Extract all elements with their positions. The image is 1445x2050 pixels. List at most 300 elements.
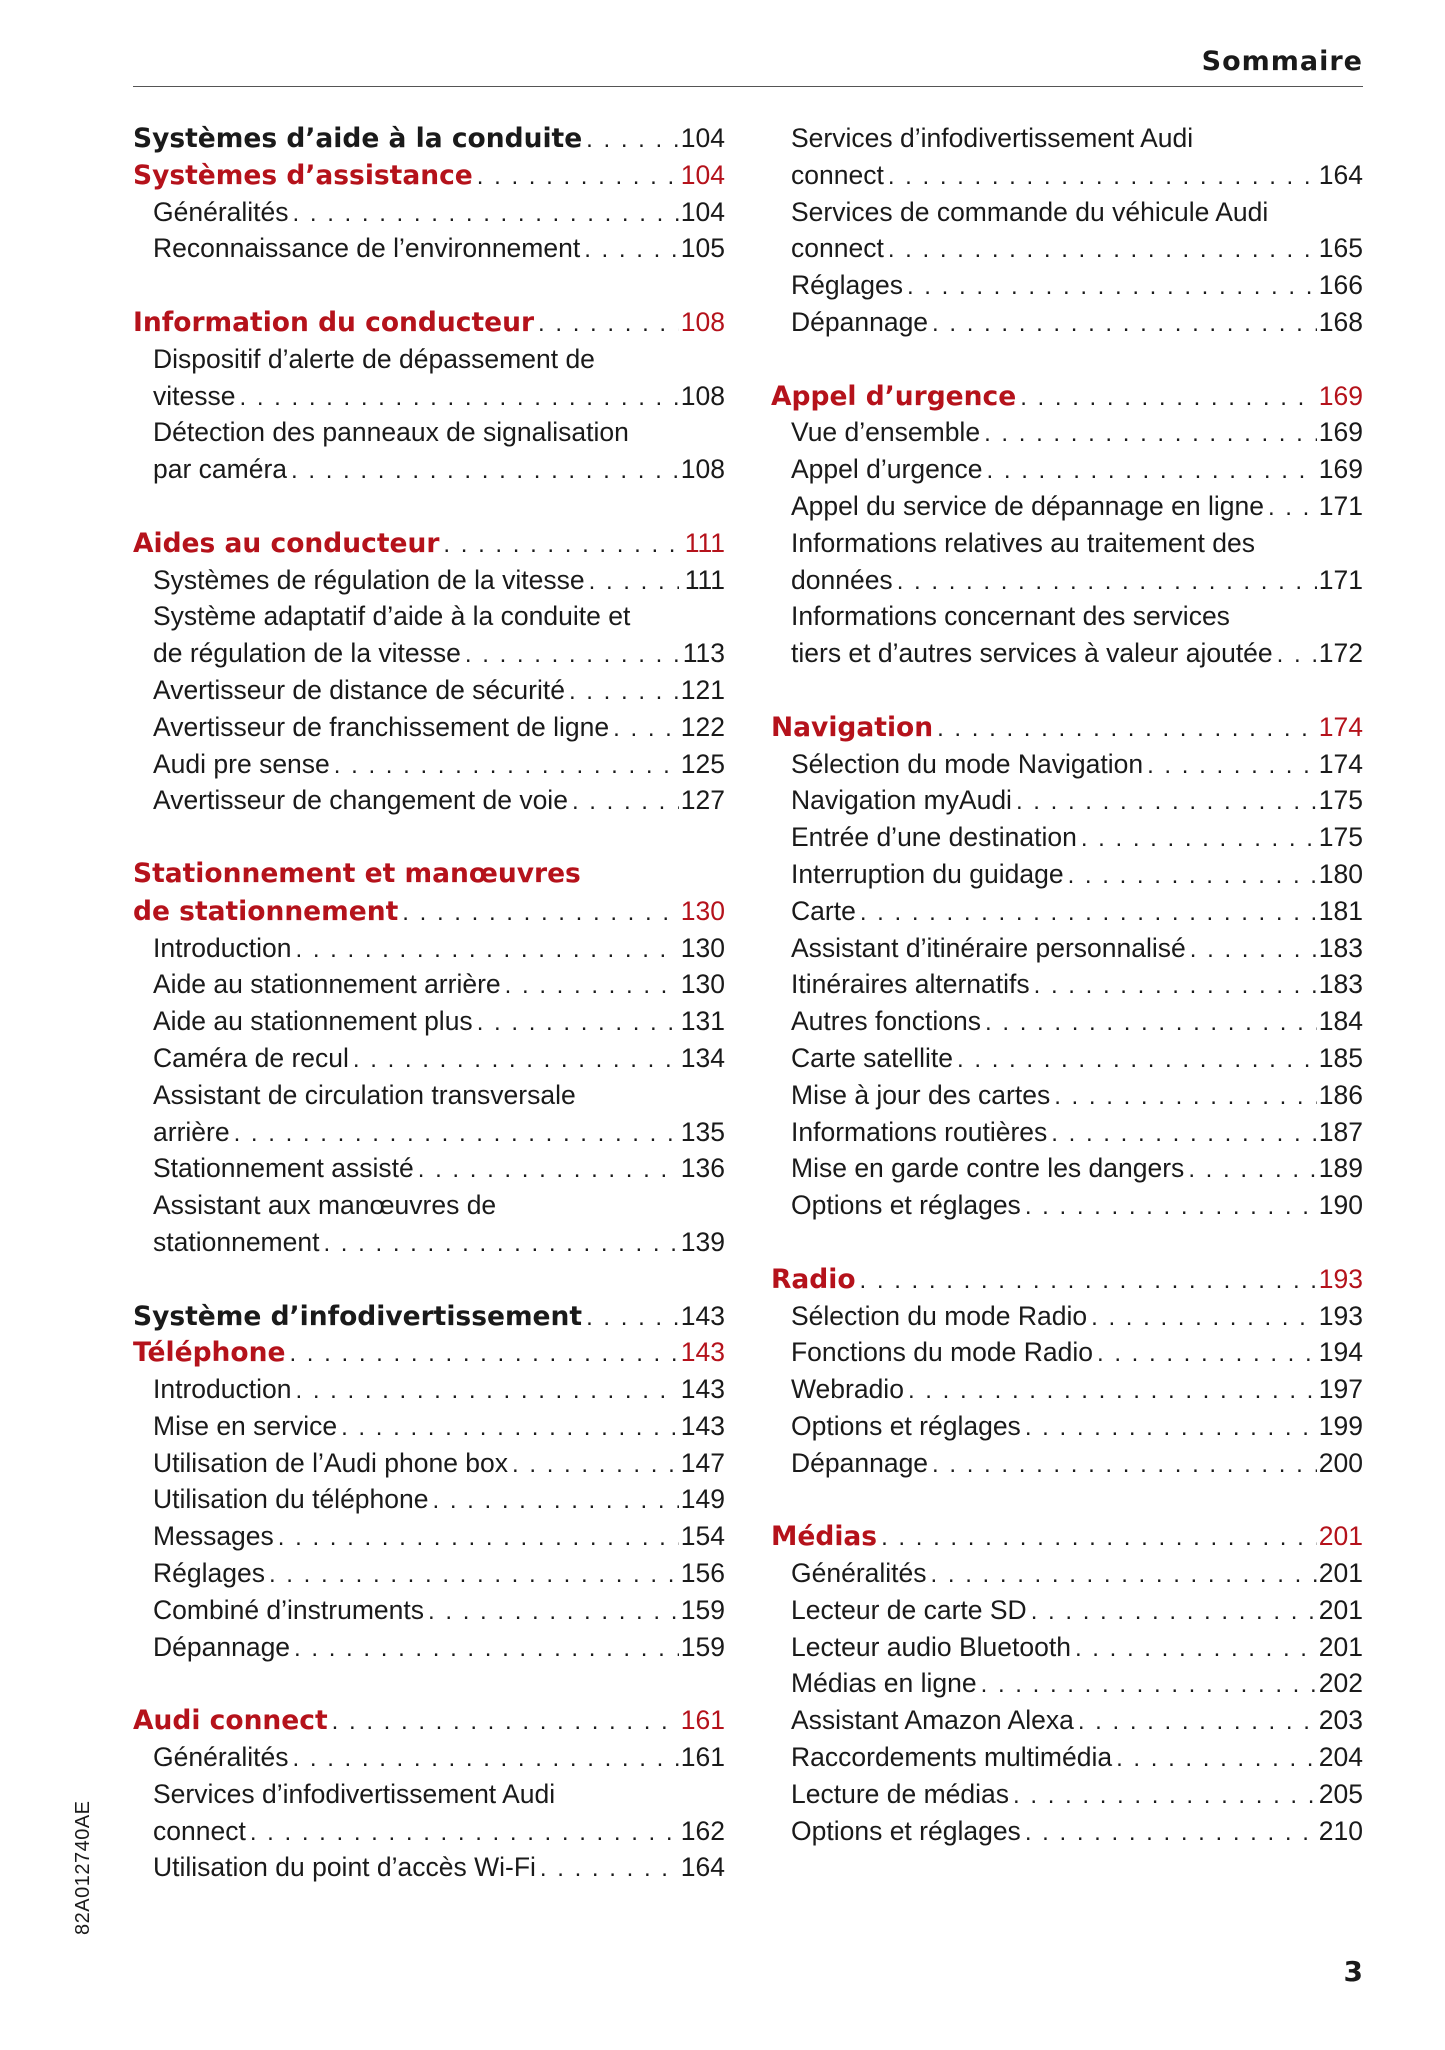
toc-entry[interactable] — [133, 782, 725, 819]
dot-leader — [265, 1557, 679, 1592]
toc-title: Systèmes d’assistance — [133, 159, 473, 191]
toc-page-number: 210 — [1318, 1815, 1363, 1846]
toc-entry[interactable] — [133, 1445, 725, 1482]
toc-page-number: 200 — [1318, 1447, 1363, 1478]
toc-entry[interactable] — [771, 1040, 1363, 1077]
dot-leader — [893, 564, 1317, 599]
toc-title: connect — [153, 1815, 246, 1846]
toc-entry[interactable] — [133, 1003, 725, 1040]
toc-section-heading[interactable] — [771, 1261, 1363, 1298]
toc-entry[interactable] — [133, 746, 725, 783]
toc-page-number: 143 — [680, 1410, 725, 1441]
toc-title: Avertisseur de changement de voie — [153, 785, 568, 816]
dot-leader — [501, 968, 679, 1003]
toc-entry[interactable] — [771, 598, 1363, 672]
toc-title: par caméra — [153, 454, 288, 485]
dot-leader — [1021, 1815, 1317, 1850]
toc-entry[interactable] — [771, 1298, 1363, 1335]
toc-page-number: 134 — [680, 1042, 725, 1073]
toc-page-number: 125 — [680, 748, 725, 779]
toc-entry[interactable] — [771, 1150, 1363, 1187]
dot-leader — [1143, 748, 1317, 783]
toc-title: Navigation — [771, 711, 934, 743]
toc-title: Avertisseur de distance de sécurité — [153, 674, 565, 705]
dot-leader — [953, 1042, 1317, 1077]
toc-entry[interactable] — [133, 1629, 725, 1666]
toc-entry[interactable] — [771, 1702, 1363, 1739]
toc-page-number: 174 — [1318, 748, 1363, 779]
toc-page-number: 113 — [682, 638, 725, 669]
toc-page-number: 169 — [1318, 417, 1363, 448]
toc-page-number: 130 — [680, 932, 725, 963]
dot-leader — [398, 895, 679, 930]
toc-entry[interactable] — [771, 414, 1363, 451]
toc-entry[interactable] — [771, 930, 1363, 967]
toc-title-line: Stationnement et manœuvres — [133, 857, 581, 889]
toc-entry[interactable] — [133, 1518, 725, 1555]
dot-leader — [1071, 1631, 1317, 1666]
dot-leader — [274, 1520, 679, 1555]
dot-leader — [565, 674, 679, 709]
toc-title: Audi connect — [133, 1705, 328, 1737]
toc-entry[interactable] — [771, 1665, 1363, 1702]
toc-title: Utilisation du point d’accès Wi-Fi — [153, 1852, 536, 1883]
dot-leader — [1087, 1300, 1317, 1335]
dot-leader — [508, 1447, 679, 1482]
toc-page-number: 172 — [1318, 638, 1363, 669]
toc-title: Aides au conducteur — [133, 527, 440, 559]
toc-section-heading[interactable] — [771, 378, 1363, 415]
toc-title: connect — [791, 233, 884, 264]
dot-leader — [290, 1631, 679, 1666]
toc-entry[interactable] — [771, 1114, 1363, 1151]
section-spacer — [771, 341, 1363, 378]
toc-section-heading[interactable] — [133, 157, 725, 194]
toc-entry[interactable] — [771, 120, 1363, 194]
toc-title: Lecteur de carte SD — [791, 1594, 1027, 1625]
toc-page-number: 104 — [680, 196, 725, 227]
toc-title: Système d’infodivertissement — [133, 1300, 583, 1332]
toc-title: Radio — [771, 1263, 856, 1295]
toc-title: Audi pre sense — [153, 748, 330, 779]
toc-page-number: 203 — [1318, 1705, 1363, 1736]
dot-leader — [1047, 1116, 1317, 1151]
toc-title: Options et réglages — [791, 1815, 1021, 1846]
dot-leader — [856, 1263, 1317, 1298]
toc-title: Sélection du mode Navigation — [791, 748, 1144, 779]
dot-leader — [1009, 1778, 1317, 1813]
dot-leader — [246, 1815, 679, 1850]
dot-leader — [980, 416, 1317, 451]
toc-entry[interactable] — [771, 893, 1363, 930]
toc-entry[interactable] — [771, 1592, 1363, 1629]
toc-section-heading[interactable] — [133, 856, 725, 930]
toc-section-heading[interactable] — [771, 709, 1363, 746]
toc-entry[interactable] — [133, 414, 725, 488]
toc-entry[interactable] — [133, 672, 725, 709]
dot-leader — [1021, 1410, 1317, 1445]
dot-leader — [568, 784, 679, 819]
toc-title: vitesse — [153, 380, 236, 411]
toc-entry[interactable] — [771, 1629, 1363, 1666]
toc-page-number: 164 — [1318, 159, 1363, 190]
dot-leader — [928, 306, 1317, 341]
toc-entry[interactable] — [771, 1003, 1363, 1040]
dot-leader — [328, 1704, 679, 1739]
toc-page-number: 130 — [680, 969, 725, 1000]
toc-section-heading[interactable] — [133, 525, 725, 562]
toc-entry[interactable] — [771, 856, 1363, 893]
dot-leader — [330, 748, 679, 783]
section-spacer — [771, 672, 1363, 709]
toc-title: Messages — [153, 1521, 274, 1552]
dot-leader — [349, 1042, 679, 1077]
section-spacer — [133, 1261, 725, 1298]
toc-page-number: 180 — [1318, 858, 1363, 889]
toc-entry[interactable] — [133, 1040, 725, 1077]
toc-title: Assistant Amazon Alexa — [791, 1705, 1074, 1736]
toc-title: Dépannage — [791, 306, 929, 337]
toc-page-number: 199 — [1318, 1410, 1363, 1441]
toc-entry[interactable] — [133, 230, 725, 267]
dot-leader — [289, 1741, 679, 1776]
toc-title: Aide au stationnement arrière — [153, 969, 501, 1000]
toc-section-heading[interactable] — [133, 1298, 725, 1335]
toc-entry[interactable] — [771, 819, 1363, 856]
toc-title: Dépannage — [791, 1447, 929, 1478]
toc-title-line: Informations relatives au traitement des — [791, 527, 1255, 558]
dot-leader — [582, 122, 679, 157]
toc-title: Mise en garde contre les dangers — [791, 1153, 1185, 1184]
document-code: 82A012740AE — [72, 1800, 94, 1935]
toc-entry[interactable] — [771, 1334, 1363, 1371]
toc-page-number: 104 — [680, 123, 725, 153]
toc-entry[interactable] — [133, 1371, 725, 1408]
toc-title: Interruption du guidage — [791, 858, 1064, 889]
toc-entry[interactable] — [133, 562, 725, 599]
toc-title: données — [791, 564, 893, 595]
toc-entry[interactable] — [133, 930, 725, 967]
toc-title: Téléphone — [133, 1337, 286, 1369]
toc-title: Dépannage — [153, 1631, 291, 1662]
toc-entry[interactable] — [771, 1408, 1363, 1445]
toc-page-number: 193 — [1318, 1263, 1363, 1294]
toc-title: Utilisation du téléphone — [153, 1484, 429, 1515]
toc-entry[interactable] — [771, 1077, 1363, 1114]
toc-title: Introduction — [153, 1374, 292, 1405]
toc-page-number: 201 — [1318, 1594, 1363, 1625]
toc-page-number: 165 — [1318, 233, 1363, 264]
toc-entry[interactable] — [771, 782, 1363, 819]
toc-page-number: 201 — [1318, 1631, 1363, 1662]
toc-page-number: 108 — [680, 306, 725, 337]
toc-title-line: Dispositif d’alerte de dépassement de — [153, 343, 595, 374]
toc-title: Appel d’urgence — [771, 380, 1017, 412]
dot-leader — [981, 1005, 1317, 1040]
toc-page-number: 190 — [1318, 1190, 1363, 1221]
toc-entry[interactable] — [771, 451, 1363, 488]
dot-leader — [983, 453, 1317, 488]
toc-title: Options et réglages — [791, 1190, 1021, 1221]
toc-section-heading[interactable] — [133, 304, 725, 341]
toc-page-number: 171 — [1318, 564, 1363, 595]
dot-leader — [1184, 1152, 1317, 1187]
toc-entry[interactable] — [771, 525, 1363, 599]
toc-page-number: 130 — [680, 895, 725, 926]
section-spacer — [133, 488, 725, 525]
toc-title: Mise en service — [153, 1410, 338, 1441]
toc-page-number: 143 — [680, 1337, 725, 1368]
toc-left-column — [133, 120, 725, 1886]
dot-leader — [580, 232, 679, 267]
toc-entry[interactable] — [771, 1445, 1363, 1482]
section-spacer — [133, 267, 725, 304]
toc-entry[interactable] — [133, 1481, 725, 1518]
page-header-title: Sommaire — [1201, 46, 1363, 77]
toc-page-number: 135 — [680, 1116, 725, 1147]
toc-entry[interactable] — [771, 966, 1363, 1003]
dot-leader — [933, 711, 1317, 746]
toc-page-number: 183 — [1318, 932, 1363, 963]
toc-title: Sélection du mode Radio — [791, 1300, 1088, 1331]
toc-title: stationnement — [153, 1226, 320, 1257]
toc-page-number: 139 — [680, 1226, 725, 1257]
toc-entry[interactable] — [771, 1555, 1363, 1592]
toc-title: Appel d’urgence — [791, 454, 983, 485]
toc-title: connect — [791, 159, 884, 190]
toc-entry[interactable] — [133, 1739, 725, 1776]
dot-leader — [928, 1447, 1317, 1482]
toc-entry[interactable] — [771, 194, 1363, 268]
toc-page-number: 159 — [680, 1594, 725, 1625]
toc-page-number: 136 — [680, 1153, 725, 1184]
toc-entry[interactable] — [771, 267, 1363, 304]
toc-title: Vue d’ensemble — [791, 417, 981, 448]
toc-title-line: Services d’infodivertissement Audi — [153, 1778, 556, 1809]
dot-leader — [291, 932, 679, 967]
toc-title: Médias — [771, 1521, 878, 1553]
dot-leader — [536, 1851, 679, 1886]
toc-title: Lecture de médias — [791, 1778, 1010, 1809]
toc-entry[interactable] — [133, 1555, 725, 1592]
toc-page-number: 127 — [680, 785, 725, 816]
toc-page-number: 162 — [680, 1815, 725, 1846]
toc-title: Réglages — [153, 1558, 265, 1589]
toc-entry[interactable] — [771, 1813, 1363, 1850]
dot-leader — [1021, 1189, 1317, 1224]
dot-leader — [1093, 1336, 1317, 1371]
toc-title: de stationnement — [133, 895, 399, 927]
toc-entry[interactable] — [771, 1371, 1363, 1408]
toc-entry[interactable] — [133, 1077, 725, 1151]
dot-leader — [424, 1594, 679, 1629]
dot-leader — [1077, 821, 1317, 856]
toc-entry[interactable] — [133, 1187, 725, 1261]
toc-title: Informations routières — [791, 1116, 1048, 1147]
dot-leader — [1030, 968, 1317, 1003]
dot-leader — [414, 1152, 679, 1187]
toc-page-number: 131 — [680, 1006, 725, 1037]
toc-title: Stationnement assisté — [153, 1153, 414, 1184]
toc-entry[interactable] — [771, 1187, 1363, 1224]
toc-entry[interactable] — [133, 966, 725, 1003]
dot-leader — [1273, 637, 1317, 672]
toc-page-number: 143 — [680, 1374, 725, 1405]
toc-entry[interactable] — [133, 1150, 725, 1187]
toc-section-heading[interactable] — [771, 1518, 1363, 1555]
toc-entry[interactable] — [133, 1592, 725, 1629]
toc-page-number: 204 — [1318, 1742, 1363, 1773]
toc-entry[interactable] — [133, 709, 725, 746]
toc-entry[interactable] — [771, 488, 1363, 525]
toc-page-number: 201 — [1318, 1521, 1363, 1552]
toc-title-line: Assistant aux manœuvres de — [153, 1190, 497, 1221]
toc-page-number: 105 — [680, 233, 725, 264]
dot-leader — [977, 1667, 1317, 1702]
toc-title: Avertisseur de franchissement de ligne — [153, 711, 610, 742]
toc-entry[interactable] — [771, 746, 1363, 783]
toc-page-number: 108 — [680, 380, 725, 411]
dot-leader — [1064, 858, 1317, 893]
toc-title-line: Services d’infodivertissement Audi — [791, 123, 1194, 153]
toc-page-number: 175 — [1318, 822, 1363, 853]
toc-page-number: 159 — [680, 1631, 725, 1662]
toc-title: Raccordements multimédia — [791, 1742, 1113, 1773]
toc-entry[interactable] — [771, 1739, 1363, 1776]
toc-page-number: 149 — [680, 1484, 725, 1515]
toc-entry[interactable] — [771, 1776, 1363, 1813]
toc-page-number: 202 — [1318, 1668, 1363, 1699]
section-spacer — [771, 1481, 1363, 1518]
toc-entry[interactable] — [133, 1776, 725, 1850]
toc-entry[interactable] — [133, 598, 725, 672]
toc-title: Aide au stationnement plus — [153, 1006, 473, 1037]
dot-leader — [877, 1520, 1317, 1555]
dot-leader — [1074, 1704, 1317, 1739]
toc-section-heading[interactable] — [133, 120, 725, 157]
toc-title: Autres fonctions — [791, 1006, 982, 1037]
dot-leader — [235, 380, 679, 415]
dot-leader — [287, 453, 679, 488]
toc-title: Systèmes de régulation de la vitesse — [153, 564, 585, 595]
section-spacer — [133, 819, 725, 856]
toc-title: Options et réglages — [791, 1410, 1021, 1441]
dot-leader — [473, 159, 679, 194]
toc-page-number: 201 — [1318, 1558, 1363, 1589]
toc-page-number: 121 — [680, 674, 725, 705]
dot-leader — [609, 711, 679, 746]
dot-leader — [1186, 932, 1317, 967]
toc-title: Assistant d’itinéraire personnalisé — [791, 932, 1186, 963]
dot-leader — [927, 1557, 1317, 1592]
toc-page-number: 189 — [1318, 1153, 1363, 1184]
toc-page-number: 111 — [684, 527, 725, 558]
toc-section-heading[interactable] — [133, 1702, 725, 1739]
toc-title: Médias en ligne — [791, 1668, 977, 1699]
toc-title-line: Informations concernant des services — [791, 601, 1230, 632]
toc-page-number: 205 — [1318, 1778, 1363, 1809]
toc-title: Navigation myAudi — [791, 785, 1012, 816]
dot-leader — [289, 196, 679, 231]
dot-leader — [291, 1373, 679, 1408]
toc-title: Carte satellite — [791, 1042, 954, 1073]
toc-page-number: 164 — [680, 1852, 725, 1883]
dot-leader — [582, 1300, 679, 1335]
toc-page-number: 187 — [1318, 1116, 1363, 1147]
toc-page-number: 161 — [680, 1705, 725, 1736]
dot-leader — [903, 269, 1317, 304]
toc-title: tiers et d’autres services à valeur ajoutée — [791, 638, 1273, 669]
dot-leader — [285, 1336, 679, 1371]
toc-title-line: Assistant de circulation transversale — [153, 1079, 576, 1110]
page-number: 3 — [1343, 1955, 1363, 1988]
dot-leader — [884, 159, 1317, 194]
dot-leader — [534, 306, 679, 341]
section-spacer — [771, 1224, 1363, 1261]
toc-title: Entrée d’une destination — [791, 822, 1077, 853]
toc-title: Généralités — [153, 1742, 289, 1773]
toc-title: arrière — [153, 1116, 230, 1147]
dot-leader — [1016, 380, 1317, 415]
toc-title: Caméra de recul — [153, 1042, 349, 1073]
toc-page-number: 181 — [1318, 895, 1363, 926]
dot-leader — [473, 1005, 679, 1040]
toc-page-number: 154 — [680, 1521, 725, 1552]
dot-leader — [461, 637, 679, 672]
toc-right-column — [771, 120, 1363, 1849]
toc-entry[interactable] — [133, 194, 725, 231]
toc-title: Itinéraires alternatifs — [791, 969, 1030, 1000]
dot-leader — [585, 564, 679, 599]
toc-page-number: 168 — [1318, 306, 1363, 337]
toc-title: Information du conducteur — [133, 306, 535, 338]
toc-page-number: 183 — [1318, 969, 1363, 1000]
toc-entry[interactable] — [133, 341, 725, 415]
dot-leader — [319, 1226, 679, 1261]
toc-title: Webradio — [791, 1374, 904, 1405]
toc-title: Introduction — [153, 932, 292, 963]
dot-leader — [230, 1116, 679, 1151]
toc-page-number: 108 — [680, 454, 725, 485]
toc-page-number: 197 — [1318, 1374, 1363, 1405]
toc-title: Combiné d’instruments — [153, 1594, 425, 1625]
toc-page-number: 122 — [680, 711, 725, 742]
toc-page-number: 166 — [1318, 270, 1363, 301]
toc-section-heading[interactable] — [133, 1334, 725, 1371]
toc-title: Généralités — [791, 1558, 927, 1589]
toc-entry[interactable] — [133, 1408, 725, 1445]
toc-title-line: Système adaptatif d’aide à la conduite et — [153, 601, 631, 632]
toc-page-number: 175 — [1318, 785, 1363, 816]
dot-leader — [429, 1483, 680, 1518]
toc-page-number: 174 — [1318, 711, 1363, 742]
toc-entry[interactable] — [133, 1849, 725, 1886]
toc-page-number: 169 — [1318, 380, 1363, 411]
toc-title-line: Détection des panneaux de signalisation — [153, 417, 629, 448]
toc-title: Lecteur audio Bluetooth — [791, 1631, 1071, 1662]
toc-page-number: 111 — [684, 564, 725, 595]
toc-title: Utilisation de l’Audi phone box — [153, 1447, 509, 1478]
toc-title-line: Services de commande du véhicule Audi — [791, 196, 1269, 227]
dot-leader — [439, 527, 679, 562]
dot-leader — [884, 232, 1317, 267]
toc-title: de régulation de la vitesse — [153, 638, 461, 669]
dot-leader — [1012, 784, 1317, 819]
dot-leader — [904, 1373, 1317, 1408]
toc-entry[interactable] — [771, 304, 1363, 341]
toc-page-number: 143 — [680, 1300, 725, 1331]
toc-title: Systèmes d’aide à la conduite — [133, 123, 583, 154]
